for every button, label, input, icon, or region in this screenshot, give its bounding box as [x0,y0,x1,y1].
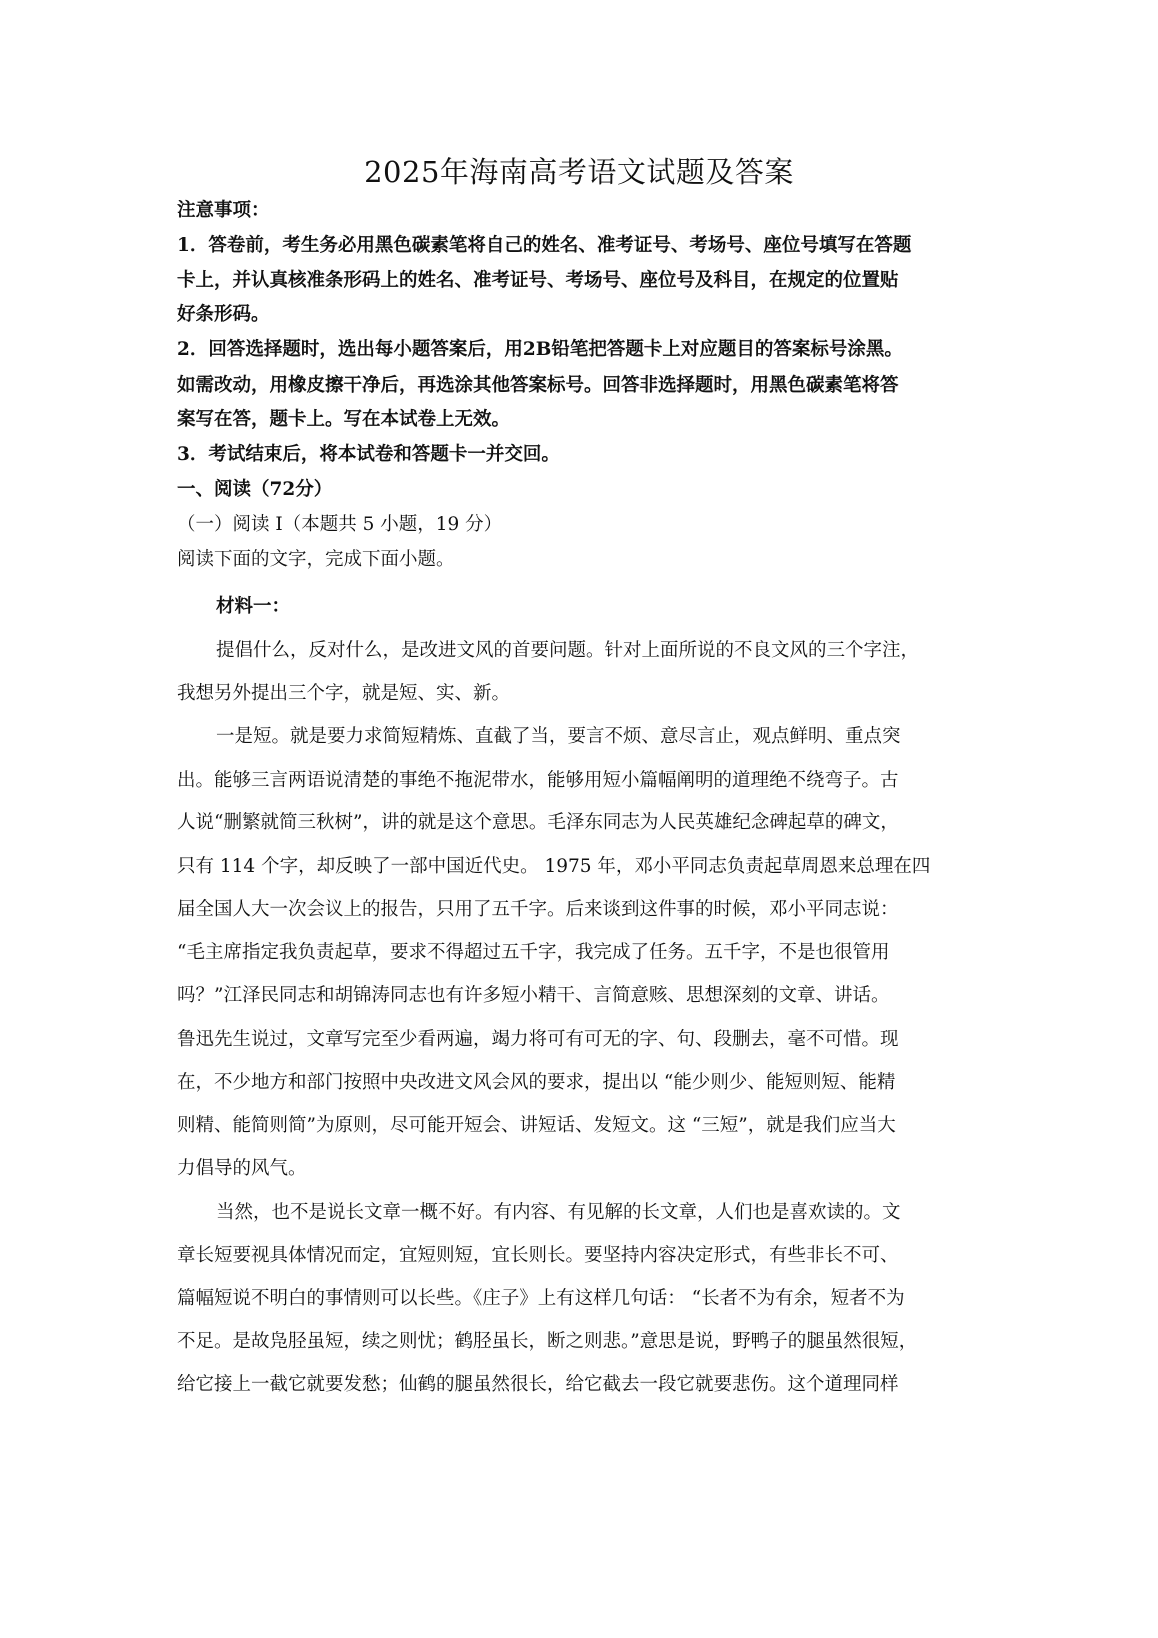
notice-line: 3．考试结束后，将本试卷和答题卡一并交回。 [177,444,560,465]
paragraph-line: 届全国人大一次会议上的报告，只用了五千字。后来谈到这件事的时候，邓小平同志说： [177,899,899,920]
notice-line: 2．回答选择题时，选出每小题答案后，用2B铅笔把答题卡上对应题目的答案标号涂黑。 [177,339,903,360]
paragraph-line: 给它接上一截它就要发愁；仙鹤的腿虽然很长，给它截去一段它就要悲伤。这个道理同样 [177,1374,899,1395]
paragraph-line: 篇幅短说不明白的事情则可以长些。《庄子》上有这样几句话： “长者不为有余，短者不为 [177,1288,905,1309]
material-label: 材料一： [216,596,291,617]
section-heading: 一、阅读（72分） [177,479,333,500]
paragraph-line: 提倡什么，反对什么，是改进文风的首要问题。针对上面所说的不良文风的三个字注， [216,640,920,661]
paragraph-line: 人说“删繁就简三秋树”，讲的就是这个意思。毛泽东同志为人民英雄纪念碑起草的碑文， [177,812,899,833]
section-subheading: （一）阅读 I（本题共 5 小题，19 分） [177,514,503,535]
notice-line: 好条形码。 [177,304,270,325]
notice-line: 案写在答，题卡上。写在本试卷上无效。 [177,409,511,430]
paragraph-line: 出。能够三言两语说清楚的事绝不拖泥带水，能够用短小篇幅阐明的道理绝不绕弯子。古 [177,770,899,791]
notice-line: 卡上，并认真核准条形码上的姓名、准考证号、考场号、座位号及科目，在规定的位置贴 [177,270,899,291]
notice-line: 1．答卷前，考生务必用黑色碳素笔将自己的姓名、准考证号、考场号、座位号填写在答题 [177,235,912,256]
paragraph-line: 鲁迅先生说过，文章写完至少看两遍，竭力将可有可无的字、句、段删去，毫不可惜。现 [177,1029,899,1050]
paragraph-line: 当然，也不是说长文章一概不好。有内容、有见解的长文章，人们也是喜欢读的。文 [216,1202,901,1223]
paragraph-line: 吗？”江泽民同志和胡锦涛同志也有许多短小精干、言简意赅、思想深刻的文章、讲话。 [177,985,890,1006]
paragraph-line: 一是短。就是要力求简短精炼、直截了当，要言不烦、意尽言止，观点鲜明、重点突 [216,726,901,747]
paragraph-line: 不足。是故凫胫虽短，续之则忧；鹤胫虽长，断之则悲。”意思是说，野鸭子的腿虽然很短， [177,1331,918,1352]
paragraph-line: 则精、能简则简”为原则，尽可能开短会、讲短话、发短文。这 “三短”，就是我们应当大 [177,1115,896,1136]
section-instruction: 阅读下面的文字，完成下面小题。 [177,549,455,570]
paragraph-line: 在，不少地方和部门按照中央改进文风会风的要求，提出以 “能少则少、能短则短、能精 [177,1072,896,1093]
paragraph-line: 只有 114 个字，却反映了一部中国近代史。 1975 年，邓小平同志负责起草周恩来总理在四 [177,856,931,877]
paragraph-line: 我想另外提出三个字，就是短、实、新。 [177,683,511,704]
paragraph-line: 力倡导的风气。 [177,1158,307,1179]
page-title: 2025年海南高考语文试题及答案 [364,155,794,189]
notice-heading: 注意事项： [177,200,270,221]
notice-line: 如需改动，用橡皮擦干净后，再选涂其他答案标号。回答非选择题时，用黑色碳素笔将答 [177,375,899,396]
paragraph-line: 章长短要视具体情况而定，宜短则短，宜长则长。要坚持内容决定形式，有些非长不可、 [177,1245,899,1266]
paragraph-line: “毛主席指定我负责起草，要求不得超过五千字，我完成了任务。五千字，不是也很管用 [177,942,890,963]
